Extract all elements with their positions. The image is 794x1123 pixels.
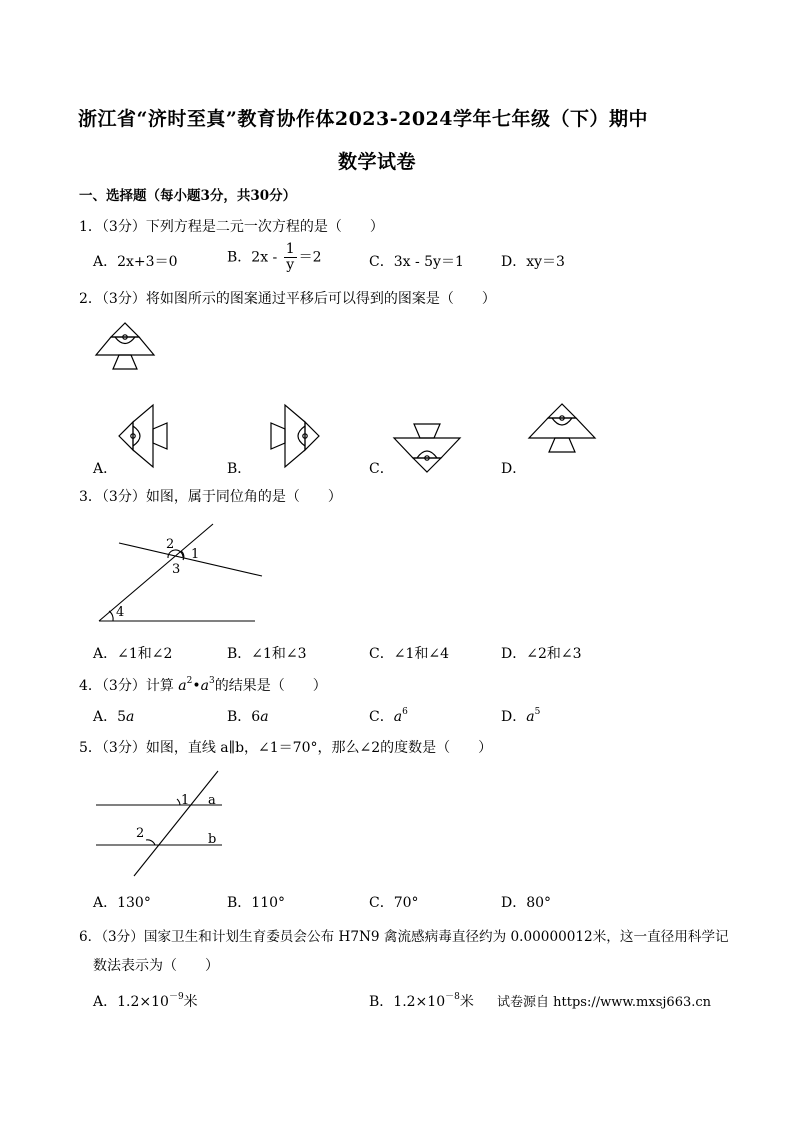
q5-option-a: A．130° bbox=[93, 895, 151, 911]
q5-label-2: 2 bbox=[136, 826, 145, 841]
q2-option-b-figure bbox=[250, 401, 320, 471]
q1-option-a: A．2x+3＝0 bbox=[93, 254, 178, 270]
q2-option-b-label: B． bbox=[227, 461, 252, 477]
q3-option-b: B．∠1和∠3 bbox=[227, 646, 307, 662]
q3-label-3: 3 bbox=[172, 562, 181, 577]
q2-option-a-figure bbox=[118, 401, 188, 471]
q5-label-b: b bbox=[208, 832, 217, 847]
q1-option-c: C．3x - 5y＝1 bbox=[369, 254, 464, 270]
section-heading: 一、选择题（每小题3分，共30分） bbox=[79, 188, 297, 204]
fraction-1-over-y: $\frac{1}{y}$ bbox=[285, 241, 295, 273]
exam-title-line1: 浙江省“济时至真”教育协作体2023-2024学年七年级（下）期中 bbox=[78, 108, 649, 130]
q2-option-c-label: C． bbox=[369, 461, 394, 477]
q6-option-a: A．$1.2\times 10^{-9}$米 bbox=[93, 992, 198, 1010]
q2-stem: 2．（3分）将如图所示的图案通过平移后可以得到的图案是（ ） bbox=[79, 291, 496, 307]
q2-option-d-label: D． bbox=[501, 461, 527, 477]
q6-stem-line1: 6．（3分）国家卫生和计划生育委员会公布 H7N9 禽流感病毒直径约为 0.00000012米，这一直径用科学记 bbox=[79, 929, 729, 945]
q4-option-b: B．6a bbox=[227, 709, 269, 725]
q2-option-d-figure bbox=[527, 403, 597, 473]
q2-original-figure bbox=[95, 320, 155, 390]
q1-option-b: B．2x - $\frac{1}{y}$ ＝2 bbox=[227, 241, 322, 273]
q3-option-c: C．∠1和∠4 bbox=[369, 646, 449, 662]
exam-title-line2: 数学试卷 bbox=[338, 151, 417, 173]
q5-option-b: B．110° bbox=[227, 895, 286, 911]
q5-label-a: a bbox=[208, 793, 216, 808]
q4-option-a: A．5a bbox=[93, 709, 135, 725]
q4-option-c: C．$a^6$ bbox=[369, 707, 408, 725]
q2-option-c-figure bbox=[392, 403, 462, 473]
source-watermark: 试卷源自 https://www.mxsj663.cn bbox=[497, 995, 712, 1010]
q6-option-b: B．$1.2\times 10^{-8}$米 bbox=[369, 992, 474, 1010]
q1-option-d: D．xy＝3 bbox=[501, 254, 565, 270]
q3-option-a: A．∠1和∠2 bbox=[93, 646, 173, 662]
q4-stem: 4．（3分）计算 $a^2•a^3$的结果是（ ） bbox=[79, 676, 327, 694]
q3-option-d: D．∠2和∠3 bbox=[501, 646, 582, 662]
q5-stem: 5．（3分）如图，直线 a∥b，∠1＝70°，那么∠2的度数是（ ） bbox=[79, 740, 493, 756]
q5-option-d: D．80° bbox=[501, 895, 552, 911]
q2-option-a-label: A． bbox=[93, 461, 118, 477]
q5-label-1: 1 bbox=[181, 793, 190, 808]
q5-figure bbox=[93, 768, 233, 878]
q6-stem-line2: 数法表示为（ ） bbox=[93, 958, 219, 974]
q5-option-c: C．70° bbox=[369, 895, 419, 911]
q4-option-d: D．$a^5$ bbox=[501, 707, 541, 725]
q3-label-2: 2 bbox=[166, 537, 175, 552]
q1-stem: 1．（3分）下列方程是二元一次方程的是（ ） bbox=[79, 219, 384, 235]
q3-label-4: 4 bbox=[116, 605, 125, 620]
q3-label-1: 1 bbox=[191, 547, 200, 562]
q3-stem: 3．（3分）如图，属于同位角的是（ ） bbox=[79, 489, 342, 505]
q3-figure bbox=[95, 520, 275, 625]
